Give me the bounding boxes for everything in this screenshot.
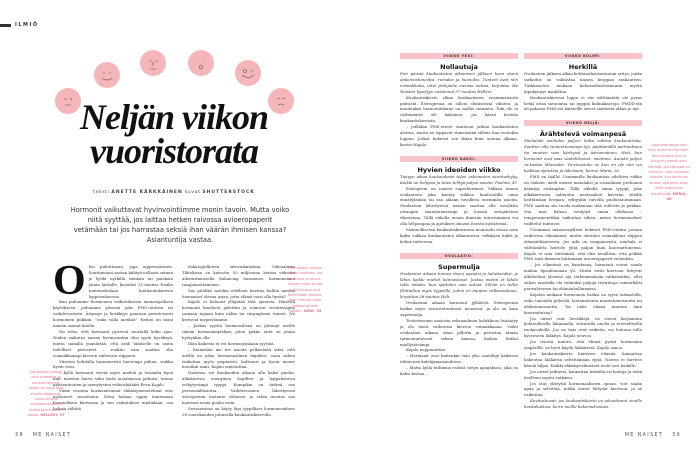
section-bar (0, 24, 11, 27)
byline-text-label: teksti (93, 190, 110, 195)
title-line-2: vuoristorata (89, 131, 259, 171)
paragraph: Kuukautiskierron loppu ei siis välttämättä ole paras hetki ottaa tatuointia tai nyppiä kulmakarvoja. PMDD:stä eli pahasta PMS:stä kärsiville oireet saattavat alkaa jo nyt. (524, 94, 642, 112)
page-number: 38 (15, 433, 24, 438)
section-title: Ärähtelevä voimanpesä (539, 130, 627, 139)
quote-attribution: MERJA, 46 (666, 191, 687, 202)
paragraph: len puhuttuaan, jopa aggressiivinen. Suuttumiani saatan kiihtyä nollasta sataan jo lyödä nyrkillä seinään tai paiskata jotain lattialle, kuvailee 21-vuotias Emilia tuntemuksiaan kuukautiskierron loppuvaiheessa. (88, 264, 173, 299)
paragraph: Jos kuukautiskierto häiritsee elämää, kannattaa hakeutua lääkäriin selvittämään syitä. Naisen ei tarvitse kärsiä hiljaa. Kaikki ehkäisyvalmisteet eivät sovi kaikille. (524, 350, 642, 368)
byline (0, 190, 348, 195)
paragraph: Siis pitäkkö meidän edelleen koettaa hallita meissä luonnaiset olevaa asiaa, jotta elämä voisi olla hyvää? (182, 287, 295, 299)
section-label (0, 22, 39, 28)
paragraph: Jos otat yhteyttä hormonaaliseen apuun, voit saada apua ja selvittää, mitkä oireet liittyvät kiertoon, ja se vaikuttaa. (524, 380, 642, 398)
paragraph: Kajalo nuppunuttaa. (406, 347, 447, 353)
section-band: VIIKKO NELJÄ: (524, 120, 642, 126)
paragraph: Testosteronin ansiosta seksuaalinen halukkuus lisääntyy ja olo tässä vaiheessa kierroa voimakkaana. Voiko ovulaation aikana ottaa pillerin ja perustaa tämän tarmonuntavasti seksin kanssa, kaiken lisäksi miellyttävämpi. (400, 317, 518, 347)
article-deck: Hormonit vaikuttavat hyvinvointiimme monin tavoin. Mutta voiko niitä syyttää, jos laittaa hetken raivossa avioeropaperit vetämään tai jos harrastaa seksiä ihan väärän ihmisen kanssa? Asiantuntija vastaa. (70, 206, 290, 244)
week-three-section (524, 53, 642, 112)
title-line-1: Neljän viikon (79, 97, 268, 137)
face-illustration-icon (140, 50, 166, 76)
section-title: Supermulja (438, 262, 480, 271)
pull-quote (648, 143, 690, 202)
paragraph: ehkäisypillerien sivuvaikutuksia. Videoalusta Tiktokissa on katsottu 50 miljoonaa kertaa videoita aiheturinnistella balancing hormones, hormonemen tasapainottaminen. (182, 264, 295, 287)
paragraph: PMS on täällä! Useimmille kuukautisia edeltävä viikko on vaikein: mieli menee matalaksi ja sosiaalinen perhonen kääntyy sisäänpäin. Tällä viikolla sama tyyppi, joka alkukierrosta suhtautui neutraalisti kaveriin vitsillä heittämään herjaan, ryhtyykin raivolla puolustautumaan. PMS saattaa siis tuoda mukanaan itää roblesta ja pokkaa. Osa taas haluaa vetäytyä omiin oloihinsa – temperamenttikin vaikuttaa siihen, miten hormonaaliset vaihtelut tuntuvat. (524, 173, 642, 227)
right-column-2 (524, 53, 642, 431)
face-illustration-icon (94, 62, 120, 88)
week-four-section (524, 120, 642, 410)
byline-author: ANETTE KÄRKKÄINEN (111, 190, 183, 195)
paragraph: Kuukautiskierto alkaa kuukautisten ensimmäisestä päivästä. Estrogeenia on silloin elimistössä vähiten, ja muutenkin hormonitilanne on melko tasainen. Toki olo ei välttämättä ole kaksinen, jos kärsii kovista kuukautiskivuista. (400, 94, 518, 124)
pull-quote (26, 370, 66, 419)
quote-attribution: KIRA, 35 (304, 309, 322, 314)
section-band: OVULAATIO: (400, 253, 518, 259)
paragraph: – Joillakin PMS-oireet saattavat jatkua kuukautisten alettua, mutta ne loppuvat viimeistään silloin, kun vuotokin loppuu. Jotkut kokevat sen ikään kuin uutena alkuna, kertoo Kajalo. (400, 124, 518, 147)
paragraph: Mielialani vaihtelee paljon! kaksi viikkoa kuukautisista. Suuttun olla tunteettomampi työ, päättämällä parhauksien tai muuten vain kärttyisä ja äärimmäinen. Heti, kun hormonit ovat taas vauhdittomat, mietinne, Auraka paljon ra-kastan läheisiäni. Tarvitsisinko se kun en ole niin voi kaikkaa ajatuksia ja läheisiani, kertoo Maria, 26. (524, 138, 642, 173)
body-column-1 (53, 264, 173, 429)
section-band: VIIKKO KAKSI: (400, 156, 518, 162)
paragraph: On totta, että hormonit pyörivät taustalla koko ajan. Niiden vaikutus naisen hyvinvointiin olisi syytä hyväksyä, mutta samalla ymmärtää, että äräh tämiselle on usein todelliset perusteet – reaktio vain saattaa olla voimakkaampi kierron vaiheesta riippuen. (53, 328, 173, 358)
pull-quote (287, 266, 323, 315)
section-name: ILMIÖ (15, 22, 39, 28)
face-illustration-icon (188, 50, 214, 76)
paragraph: – Emmehän me tee asioita pelkästään siksi, että meillä on jokin hormonaalinen impulssi, vaan siihen vaikuttaa myös ympäristö, kulttuuri ja hyvin monet muutkin asiat, Kajalo muistuttaa. (182, 346, 295, 370)
section-band: VIIKKO YKSI: (400, 53, 518, 59)
page-number: 39 (672, 433, 681, 438)
paragraph: Jos itsestä tuntuu, että elämä pyörii hormonien ympärillä, on hyvä käydä lääkärissä, Kajalo sanoo. (524, 339, 642, 351)
right-column-1 (400, 53, 518, 431)
paragraph: Estrogeeni on naisen superhormoni. Viikkoa ennen ovulaatiota joka kentäy riikkoo kuntosalilla omia ennätyksiään tai saa aikaan tavallista enemmän asioita. Ovulaation lähestyessä naisen saattaa olla tavallista uleaapiin saunatunneempi ja loistaa sosiaalisissa tilanteissa. Tällä viikolla uusiin ihmisiin tutustuminen voi olla helpompaa ja ajatukset omasta itsestä myönteisiä. (400, 185, 518, 227)
quote-text: Ovulaation aikaan olen toimelias ja hormos täynnä. Silloin on hyvä aika siivota kaappeja, uusia pihoita kukkapenkkejä ja tehdä pitkiä päiviä töissä. (27, 370, 64, 418)
section-band: VIIKKO KOLME: (524, 53, 642, 59)
paragraph: Pari päivää kuukautisten alkamisen jälkeen koen itseni epäonnistuneeksi, rumaksi ja huonoksi. Tunteet ovat niin voimakkaita, etteí järkipuhe meinaa auttaa, kirjoittaa Me Naisten kyselyyn vastannut 37-vuotias Hellevi. (400, 71, 518, 94)
face-illustration-icon (235, 60, 261, 86)
paragraph: Ovulaation aikaan hormonit jylläävät. Estrogeenin lisäksi myös testosteronitasot nousevat, ja olo on kuin supermulja. (400, 300, 518, 317)
section-title: Herkillä (568, 63, 598, 71)
paragraph: – Kyllä hormonit vievät myös miehiä ja toisaalta hyvä niin: miesten harva suku tästä maailmassa jatkuisi, toteaa naistentautien ja synnytysten erikoislääkäri Eeva Kajalo. (53, 370, 173, 388)
paragraph: – Jos elämässä on haastavaa, hormonit voivat saada mailan lipsahtamaan yli. Mutta eivät kiertoon liittyvät alfahteluat yleensä aja tärkeimmäisiin ratkaisuihin, ellei siihen taustalla ole valmiiksi paljoja ristiriitoja esimerkiksi parisuhteessa tai elämänhallinnassa. (524, 262, 642, 291)
paragraph: Ovulaation aikaan tunnen itseni upeaksi ja haluttavaksi, ja lähes kaikki miehet kiinnostavat. Joskus mietin et tahdo tulla mitään, kun ajattelen vain seksiä. Silloin on tullut flirttailtua myös tyypeille, joihin en muuten välkaisisikaan, kirjoittaa 38-vuotias Heli. (400, 270, 518, 300)
paragraph: Ovulaation jälkeen alkaa keltarauhashormonin eritys, jonka tarkoitus on valmistaa naisen kroppaa raskauteen. Tutkimusten mukaan keltarauhashormonin myötä kipukynnys madaltuu. (524, 71, 642, 94)
paragraph: Tietyyn aikaa kuukaudesta tulee uskomaton suoritushyky. Kaikki on helppoa ja tulee tehtyä paljon asioita. Paulina, 47 (400, 173, 518, 185)
page-footer (625, 433, 681, 438)
paragraph: Seuraavassa on käyty läpi tyypilliset hormonivaiheet 28 vuorokauden pituisella kuukautiskierrolla. (182, 405, 295, 417)
closing-note: Kuvituskuvat: jos kuukautiskierto on aiheuttanut sinulle hankaluuksia, kerro meille kokemuksistasi. (524, 398, 642, 410)
paragraph: – Mutta kyllä tutkimus esittää tietyn ajanjakson, joka on kaksi kertaa... (400, 365, 518, 377)
paragraph: – Joskus syystä luonnosalisna on jättänyt meille tämän hormonimyrskyn, joten pakko niitä on jotain hyötyäkin olla. (182, 323, 295, 340)
quote-text: PMS-aikaan inhoan itseäni kaikkea, ulo on ihovo ja etovo. Inhoan myös muita eikä halua puhua kenenkään kanssa, vaan menisin vain viikoksi omaan luolaan. (287, 266, 323, 314)
paragraph: Jos oireet jatkuvat, kannattaa kokeilla eri hoitoja ja etsiä itselleen sopiva ratkaisu. (524, 368, 642, 380)
paragraph: Miesten kohdalla hormoneista harvempi puhuu, vaikka hyvin voisi. (53, 358, 173, 370)
section-title: Nollautuja (440, 63, 478, 71)
byline-photographer: SHUTTERSTOCK (202, 190, 255, 195)
magazine-name: ME NAISET (32, 433, 72, 438)
week-one-section (400, 53, 518, 148)
paragraph: Ihan kaikesta ei voi hormonejakaan syyttää. (188, 340, 275, 346)
paragraph: – Hormonit ovat kuitenkin vain yksi osatekijä kaikessa tehtävissä kalelijamaisuudessa. (400, 353, 518, 365)
ovulation-section (400, 253, 518, 377)
body-column-2 (182, 264, 295, 429)
paragraph: Viime vuosina hormonitrumat ehkäisymenetelmät ovat nostaneet suosiotaan. Moni haluaa oppia tuntemaan luonnollisen kiertonsa ja sen vaikutukset mielialaan, osa haluaa välttää (53, 388, 173, 411)
section-title: Hyvien ideoiden viikko (417, 165, 501, 174)
quote-attribution: HELLEVI, 37 (40, 413, 65, 418)
week-two-section (400, 156, 518, 245)
drop-cap: O (53, 264, 86, 304)
paragraph: Naisessa voi kuukauden aikana olla kaksi puolta: alkukierron energinen ilopilleri ja loppukierron veläytyvämpi tyyppi. Kumpikin on tärkeä osa persoonallisuutta. Vaihdevuosien lähestyessä estrogeenin tuotanto vähenee, ja sekin muutos saa naisessa uusia puolia esiin. (182, 370, 295, 405)
quote-text: Loppukierrossa olen kuin aivan eri ihminen. Itkua tuosta vain ja ärsyyntyneenä olen kamala. Jos kämppä on sekaisin, olen vihainen kaikille. Kun kierto on alussa, ajattelen taas, ettei asialla ole merkitystä. (648, 143, 690, 196)
right-page (348, 0, 696, 450)
paragraph: Useimmat munasarjalliset kokevat PMS-oireita jossain vaiheessa elämäänsä, mutta oireiden voimakkuus riippuu elämäntilanteesta. Jos arki on tasapainoista, mieliala ei välttämättä heittele yhtä paljon kuin kuormittuneena. Kajalo ei osta väittämää, että olisi tavallista, että pelkkä PMS saisi ihmisen laittamaan avioeropaperit vetämään. (524, 226, 642, 262)
paragraph: Kajalon mukaan hormonien lisäksi on syytä tarkastella, onko taustalla piilevää, hoitamatonta masentuneisuutta tai ahdistuneisuutta. Tai onko elämä muuten liian kuormittavaa? (524, 291, 642, 315)
magazine-name: ME NAISET (624, 433, 664, 438)
byline-photo-label: kuvat (184, 190, 201, 195)
paragraph: Kun puhumme hormonien vaikutuksesta mumaisjallisen käytökseen, puhumme yleensä joko PMS-oireista tai vaihdevuosista. Ärtymys ja herkkyys panraan perinteisesti hormonien piikkiin: "onko sulla menkat" -heiton on moni nainen saanut kuulla. (53, 299, 173, 329)
article-title (0, 97, 348, 171)
paragraph: Kajalo ei haluaisi ylläpitää tätä ajatusta. Hänestä hormonit kuuluvat palettiin ja toimivat viestinviäjinä samaan tapaan kuin nälän tai väsymyksen tunnet. Ne kertovat tarpeistamme. (182, 299, 295, 323)
paragraph: Säännöllisessä kuukautiskierrossa munasolu irtoaa noin kaksi viikkoa kuukautisten alkamisesta -viikkojen kaksi ja kolme taitteessa. (400, 226, 518, 244)
page-footer (15, 433, 71, 438)
paragraph: Jos oireet ovat lievähköjä, ne voivat korjaantua kohtuullisella liikunnalla, riittävällä unella ja terveellisellä ruokavaliolla. Jos ne taas ovat vaikeita, voi hoitona tulla kyseeseen lääkitys, Kajalo neuvoo. (524, 315, 642, 339)
